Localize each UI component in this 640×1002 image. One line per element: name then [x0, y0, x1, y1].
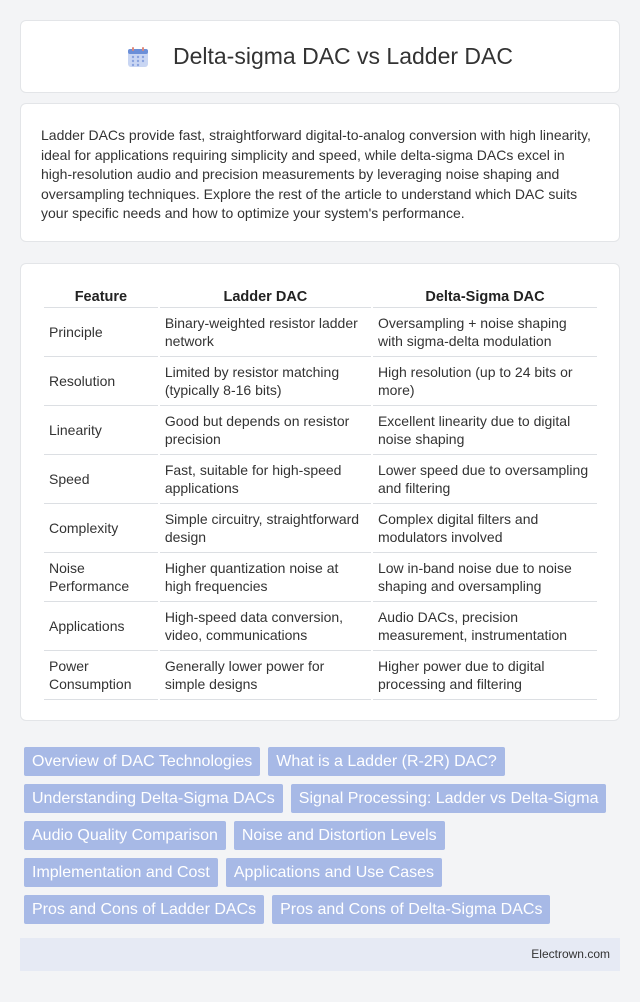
cell-delta-sigma-dac: Excellent linearity due to digital noise shaping — [373, 406, 597, 455]
topic-tag-link[interactable]: Implementation and Cost — [24, 858, 218, 887]
cell-feature: Linearity — [44, 406, 158, 455]
column-header-feature: Feature — [44, 286, 158, 308]
table-row — [44, 406, 597, 455]
topic-tag-link[interactable]: Signal Processing: Ladder vs Delta-Sigma — [291, 784, 607, 813]
cell-delta-sigma-dac: Higher power due to digital processing and filtering — [373, 651, 597, 700]
cell-ladder-dac: High-speed data conversion, video, communications — [160, 602, 371, 651]
topic-tag-link[interactable]: Audio Quality Comparison — [24, 821, 226, 850]
title-card — [20, 20, 620, 93]
comparison-table — [42, 286, 599, 700]
cell-ladder-dac: Binary-weighted resistor ladder network — [160, 308, 371, 357]
cell-delta-sigma-dac: Lower speed due to oversampling and filtering — [373, 455, 597, 504]
cell-feature: Complexity — [44, 504, 158, 553]
cell-ladder-dac: Higher quantization noise at high frequencies — [160, 553, 371, 602]
cell-ladder-dac: Limited by resistor matching (typically 8-16 bits) — [160, 357, 371, 406]
cell-ladder-dac: Good but depends on resistor precision — [160, 406, 371, 455]
intro-text: Ladder DACs provide fast, straightforward digital-to-analog conversion with high linearity, ideal for applications requiring simplicity and speed, while delta-sigma DACs excel in high-resolution audio and precision measurements by leveraging noise shaping and oversampling techniques. Explore the rest of the article to understand which DAC suits your specific needs and how to optimize your system's performance. — [41, 127, 591, 221]
table-row — [44, 308, 597, 357]
cell-ladder-dac: Generally lower power for simple designs — [160, 651, 371, 700]
cell-delta-sigma-dac: Complex digital filters and modulators involved — [373, 504, 597, 553]
topic-tag-link[interactable]: What is a Ladder (R-2R) DAC? — [268, 747, 505, 776]
cell-feature: Resolution — [44, 357, 158, 406]
table-row — [44, 455, 597, 504]
topic-tag-link[interactable]: Pros and Cons of Ladder DACs — [24, 895, 264, 924]
tag-row — [24, 784, 624, 813]
footer-site-name: Electrown.com — [531, 947, 610, 961]
cell-feature: Applications — [44, 602, 158, 651]
tag-row — [24, 747, 624, 776]
footer — [20, 938, 620, 971]
cell-ladder-dac: Simple circuitry, straightforward design — [160, 504, 371, 553]
cell-feature: Principle — [44, 308, 158, 357]
topic-tag-link[interactable]: Applications and Use Cases — [226, 858, 442, 887]
table-header-row — [44, 286, 597, 308]
table-row — [44, 651, 597, 700]
cell-feature: Speed — [44, 455, 158, 504]
table-row — [44, 357, 597, 406]
topic-tag-link[interactable]: Pros and Cons of Delta-Sigma DACs — [272, 895, 550, 924]
tag-row — [24, 821, 624, 850]
table-row — [44, 504, 597, 553]
tag-row — [24, 895, 624, 924]
related-topics — [24, 747, 624, 932]
column-header-ladder-dac: Ladder DAC — [160, 286, 371, 308]
cell-delta-sigma-dac: Low in-band noise due to noise shaping and oversampling — [373, 553, 597, 602]
cell-delta-sigma-dac: High resolution (up to 24 bits or more) — [373, 357, 597, 406]
cell-ladder-dac: Fast, suitable for high-speed applications — [160, 455, 371, 504]
cell-feature: Noise Performance — [44, 553, 158, 602]
column-header-delta-sigma-dac: Delta-Sigma DAC — [373, 286, 597, 308]
tag-row — [24, 858, 624, 887]
cell-delta-sigma-dac: Audio DACs, precision measurement, instrumentation — [373, 602, 597, 651]
cell-feature: Power Consumption — [44, 651, 158, 700]
topic-tag-link[interactable]: Overview of DAC Technologies — [24, 747, 260, 776]
calendar-icon — [127, 46, 149, 68]
topic-tag-link[interactable]: Noise and Distortion Levels — [234, 821, 445, 850]
table-row — [44, 553, 597, 602]
cell-delta-sigma-dac: Oversampling + noise shaping with sigma-delta modulation — [373, 308, 597, 357]
topic-tag-link[interactable]: Understanding Delta-Sigma DACs — [24, 784, 283, 813]
table-row — [44, 602, 597, 651]
comparison-table-card — [20, 263, 620, 721]
page-title: Delta-sigma DAC vs Ladder DAC — [172, 43, 513, 69]
intro-card — [20, 103, 620, 242]
